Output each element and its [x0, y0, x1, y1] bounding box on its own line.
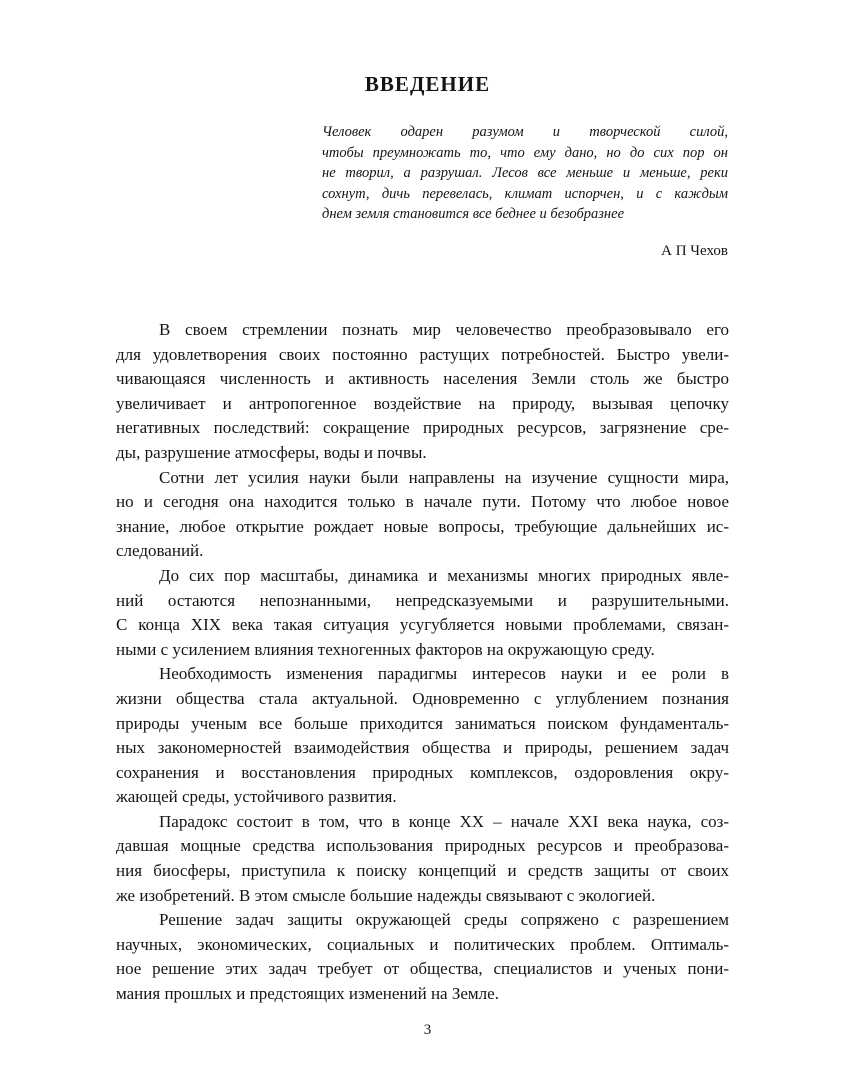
text-line: ния биосферы, приступила к поиску концепций и средств защиты от своих [116, 861, 729, 881]
text-line: знание, любое открытие рождает новые вопросы, требующие дальнейших ис- [116, 516, 729, 536]
text-line: До сих пор масштабы, динамика и механизмы многих природных явле- [159, 565, 729, 585]
text-line: ных закономерностей взаимодействия общества и природы, решением задач [116, 738, 729, 758]
text-line: В своем стремлении познать мир человечество преобразовывало его [159, 320, 729, 339]
paragraph [116, 662, 729, 810]
text-line: ний остаются непознанными, непредсказуемыми и разрушительными. [116, 590, 729, 610]
text-line: природы ученым все больше приходится заниматься поиском фундаменталь- [116, 713, 729, 733]
text-line: жизни общества стала актуальной. Одновременно с углублением познания [116, 688, 729, 708]
paragraph [116, 564, 729, 662]
text-line: же изобретений. В этом смысле большие надежды связывают с экологией. [116, 885, 656, 905]
text-line: Решение задач защиты окружающей среды сопряжено с разрешением [159, 910, 729, 930]
text-line: сохранения и восстановления природных комплексов, оздоровления окру- [116, 762, 729, 782]
paragraph [116, 810, 729, 908]
paragraph [116, 466, 729, 564]
epigraph-line: не творил, а разрушал. Лесов все меньше и меньше, реки [322, 165, 728, 182]
epigraph [322, 122, 728, 225]
text-line: Парадокс состоит в том, что в конце XX – начале XXI века наука, соз- [159, 811, 729, 831]
text-line: но и сегодня она находится только в начале пути. Потому что любое новое [116, 492, 729, 512]
epigraph-author: А П Чехов [661, 243, 728, 259]
epigraph-line: сохнут, дичь перевелась, климат испорчен, и с каждым [322, 185, 728, 202]
body-text [116, 318, 729, 1007]
text-line: Необходимость изменения парадигмы интересов науки и ее роли в [159, 664, 729, 684]
paragraph [116, 908, 729, 1006]
epigraph-line: днем земля становится все беднее и безобразнее [322, 206, 625, 223]
text-line: ды, разрушение атмосферы, воды и почвы. [116, 442, 427, 462]
paragraph [116, 318, 729, 466]
text-line: негативных последствий: сокращение природных ресурсов, загрязнение сре- [116, 418, 729, 438]
text-line: жающей среды, устойчивого развития. [116, 787, 397, 807]
text-line: ными с усилением влияния техногенных факторов на окружающую среду. [116, 639, 655, 659]
page-title: ВВЕДЕНИЕ [364, 72, 491, 96]
text-line: увеличивает и антропогенное воздействие на природу, вызывая цепочку [116, 393, 729, 413]
text-line: С конца XIX века такая ситуация усугубляется новыми проблемами, связан- [116, 615, 729, 635]
page-number: 3 [423, 1022, 432, 1038]
text-line: следований. [116, 541, 204, 561]
text-line: чивающаяся численность и активность населения Земли столь же быстро [116, 369, 729, 389]
epigraph-line: Человек одарен разумом и творческой силой, [322, 124, 728, 140]
text-line: Сотни лет усилия науки были направлены на изучение сущности мира, [159, 467, 729, 487]
text-line: научных, экономических, социальных и политических проблем. Оптималь- [116, 934, 729, 954]
epigraph-line: чтобы преумножать то, что ему дано, но до сих пор он [322, 144, 728, 161]
text-line: для удовлетворения своих постоянно растущих потребностей. Быстро увели- [116, 344, 729, 364]
text-line: давшая мощные средства использования природных ресурсов и преобразова- [116, 836, 729, 856]
text-line: мания прошлых и предстоящих изменений на Земле. [116, 984, 499, 1004]
text-line: ное решение этих задач требует от общества, специалистов и ученых пони- [116, 959, 729, 979]
